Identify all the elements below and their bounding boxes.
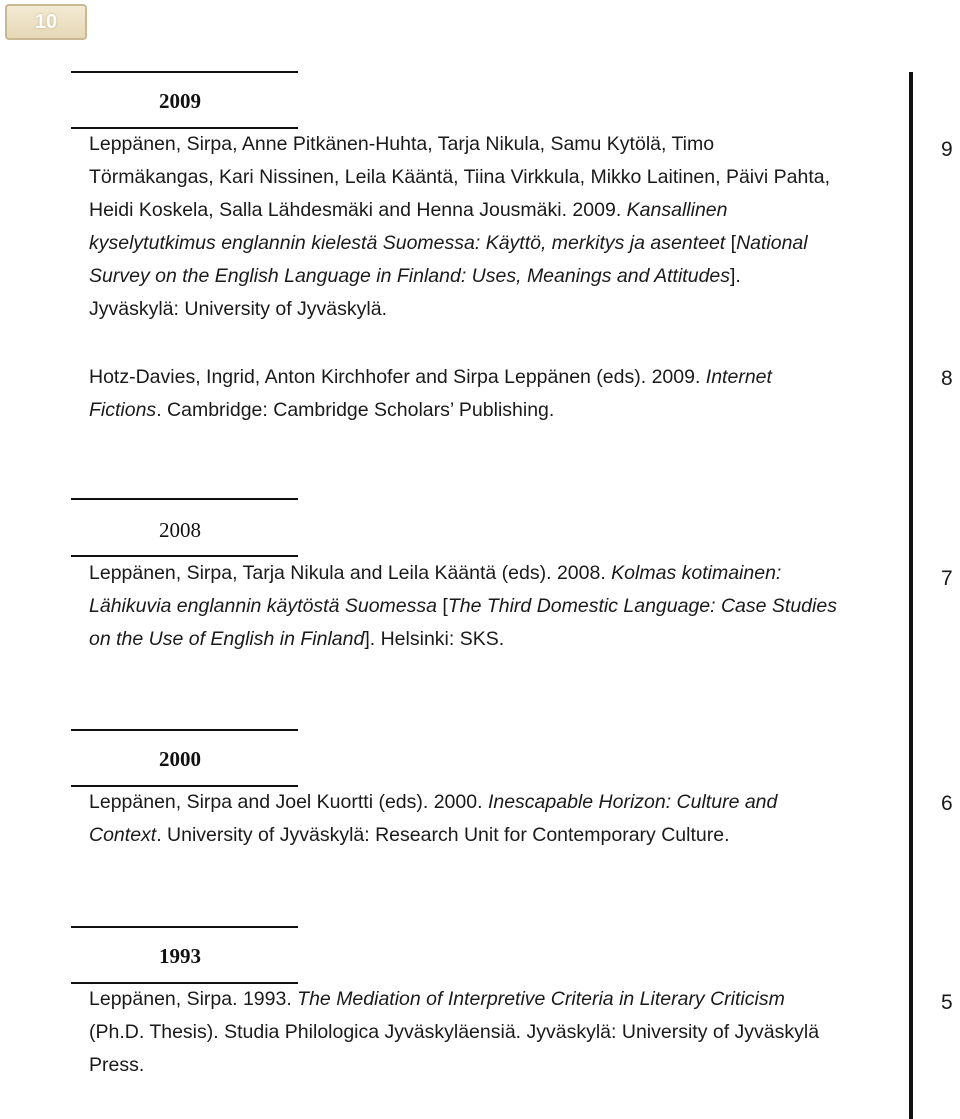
entry-count-number: 9 xyxy=(941,138,953,161)
section-rule-top xyxy=(71,498,298,500)
entry-line: Context. University of Jyväskylä: Research Unit for Contemporary Culture. xyxy=(89,824,730,846)
entry-line: Heidi Koskela, Salla Lähdesmäki and Henna Jousmäki. 2009. Kansallinen xyxy=(89,199,728,221)
vertical-divider xyxy=(909,72,913,1119)
bibliography-entry xyxy=(89,361,904,427)
section-year: 2009 xyxy=(159,89,201,113)
bibliography-entry xyxy=(89,557,904,656)
entry-line: Fictions. Cambridge: Cambridge Scholars’ Publishing. xyxy=(89,399,555,421)
entry-line: Jyväskylä: University of Jyväskylä. xyxy=(89,298,387,320)
entry-line: Lähikuvia englannin käytöstä Suomessa [The Third Domestic Language: Case Studies xyxy=(89,595,837,617)
bibliography-entry xyxy=(89,983,904,1082)
section-rule-top xyxy=(71,729,298,731)
section-year: 2000 xyxy=(159,747,201,771)
bibliography-entry xyxy=(89,786,904,852)
bibliography-entry xyxy=(89,128,904,326)
entry-line: Press. xyxy=(89,1054,145,1076)
section-year: 1993 xyxy=(159,944,201,968)
page-number-badge xyxy=(5,4,87,40)
entry-line: Survey on the English Language in Finland: Uses, Meanings and Attitudes]. xyxy=(89,265,741,287)
entry-line: Leppänen, Sirpa, Anne Pitkänen-Huhta, Tarja Nikula, Samu Kytölä, Timo xyxy=(89,133,715,155)
entry-line: on the Use of English in Finland]. Helsinki: SKS. xyxy=(89,628,505,650)
entry-line: Törmäkangas, Kari Nissinen, Leila Kääntä, Tiina Virkkula, Mikko Laitinen, Päivi Pahta, xyxy=(89,166,831,188)
entry-count-number: 8 xyxy=(941,367,953,390)
section-rule-top xyxy=(71,71,298,73)
entry-line: Leppänen, Sirpa, Tarja Nikula and Leila Kääntä (eds). 2008. Kolmas kotimainen: xyxy=(89,562,782,584)
section-rule-top xyxy=(71,926,298,928)
page-number: 10 xyxy=(34,10,58,33)
section-year: 2008 xyxy=(159,518,201,542)
entry-line: kyselytutkimus englannin kielestä Suomessa: Käyttö, merkitys ja asenteet [National xyxy=(89,232,808,254)
entry-count-number: 7 xyxy=(941,567,953,590)
entry-line: (Ph.D. Thesis). Studia Philologica Jyväskyläensiä. Jyväskylä: University of Jyväskylä xyxy=(89,1021,820,1043)
entry-line: Hotz-Davies, Ingrid, Anton Kirchhofer and Sirpa Leppänen (eds). 2009. Internet xyxy=(89,366,772,388)
entry-count-number: 5 xyxy=(941,991,953,1014)
entry-line: Leppänen, Sirpa and Joel Kuortti (eds). 2000. Inescapable Horizon: Culture and xyxy=(89,791,778,813)
entry-line: Leppänen, Sirpa. 1993. The Mediation of Interpretive Criteria in Literary Criticism xyxy=(89,988,785,1010)
entry-count-number: 6 xyxy=(941,792,953,815)
